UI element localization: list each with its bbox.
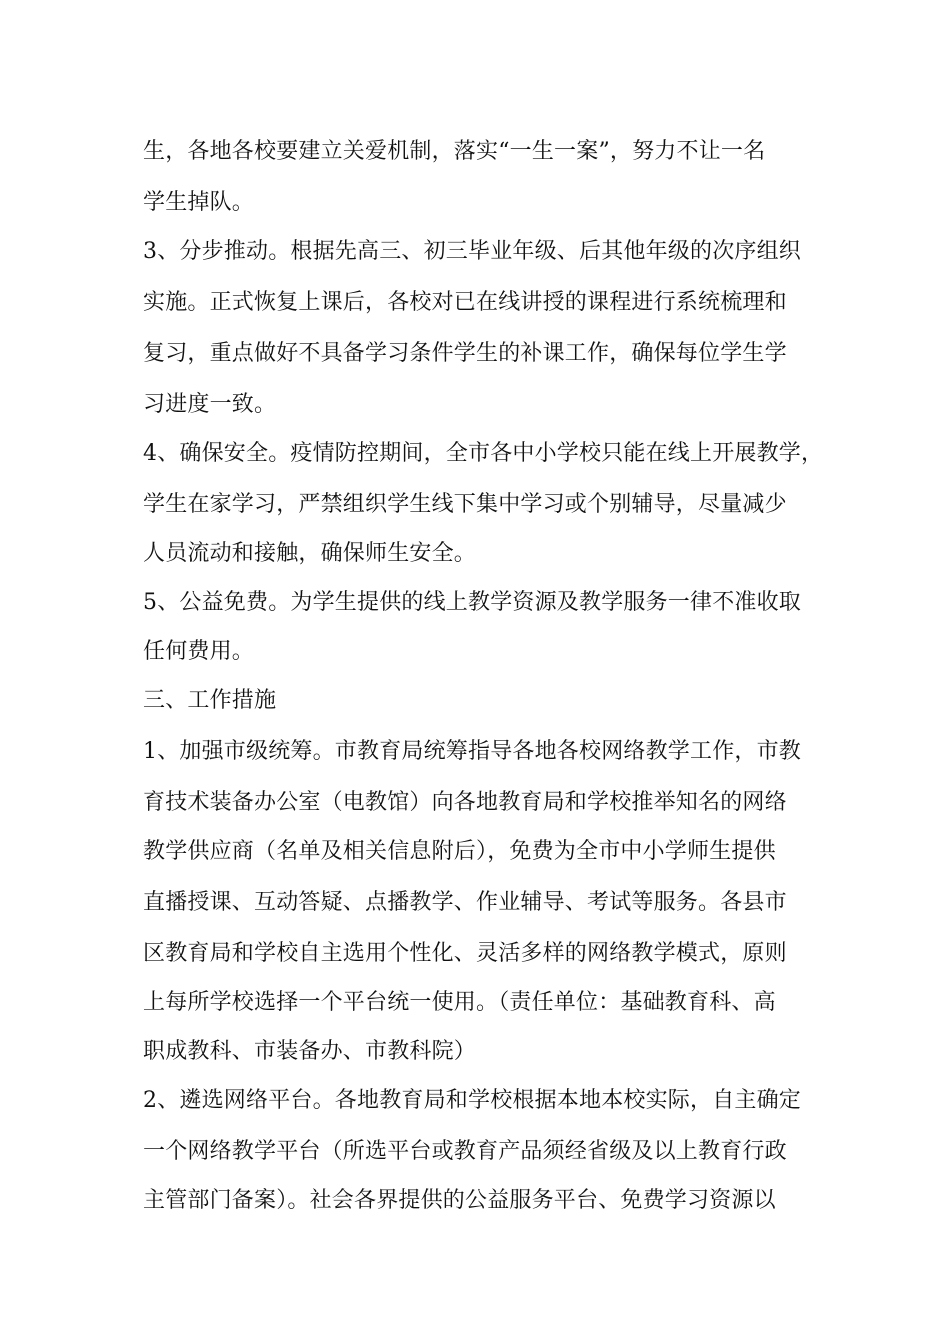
text-line: 职成教科、市装备办、市教科院） xyxy=(143,1039,477,1064)
text-line: 4、确保安全。疫情防控期间，全市各中小学校只能在线上开展教学， xyxy=(143,441,824,466)
text-line: 上每所学校选择一个平台统一使用。（责任单位：基础教育科、高 xyxy=(143,990,776,1015)
text-line: 复习，重点做好不具备学习条件学生的补课工作，确保每位学生学 xyxy=(143,341,787,366)
text-line: 育技术装备办公室（电教馆）向各地教育局和学校推举知名的网络 xyxy=(143,790,787,815)
text-line: 主管部门备案）。社会各界提供的公益服务平台、免费学习资源以 xyxy=(143,1188,776,1213)
text-line: 人员流动和接触，确保师生安全。 xyxy=(143,541,477,566)
text-line: 2、遴选网络平台。各地教育局和学校根据本地本校实际，自主确定 xyxy=(143,1088,801,1113)
text-line: 直播授课、互动答疑、点播教学、作业辅导、考试等服务。各县市 xyxy=(143,890,787,915)
text-line: 3、分步推动。根据先高三、初三毕业年级、后其他年级的次序组织 xyxy=(143,239,801,264)
text-line: 生，各地各校要建立关爱机制，落实“一生一案”，努力不让一名 xyxy=(143,139,766,164)
text-line: 5、公益免费。为学生提供的线上教学资源及教学服务一律不准收取 xyxy=(143,590,801,615)
text-line: 实施。正式恢复上课后，各校对已在线讲授的课程进行系统梳理和 xyxy=(143,290,787,315)
text-line: 教学供应商（名单及相关信息附后），免费为全市中小学师生提供 xyxy=(143,839,776,864)
text-line: 学生在家学习，严禁组织学生线下集中学习或个别辅导，尽量减少 xyxy=(143,492,787,517)
text-line: 习进度一致。 xyxy=(143,392,277,417)
section-heading: 三、工作措施 xyxy=(143,688,277,713)
text-line: 学生掉队。 xyxy=(143,190,255,215)
text-line: 一个网络教学平台（所选平台或教育产品须经省级及以上教育行政 xyxy=(143,1139,787,1164)
text-line: 1、加强市级统筹。市教育局统筹指导各地各校网络教学工作，市教 xyxy=(143,739,801,764)
text-line: 任何费用。 xyxy=(143,639,255,664)
text-line: 区教育局和学校自主选用个性化、灵活多样的网络教学模式，原则 xyxy=(143,941,787,966)
